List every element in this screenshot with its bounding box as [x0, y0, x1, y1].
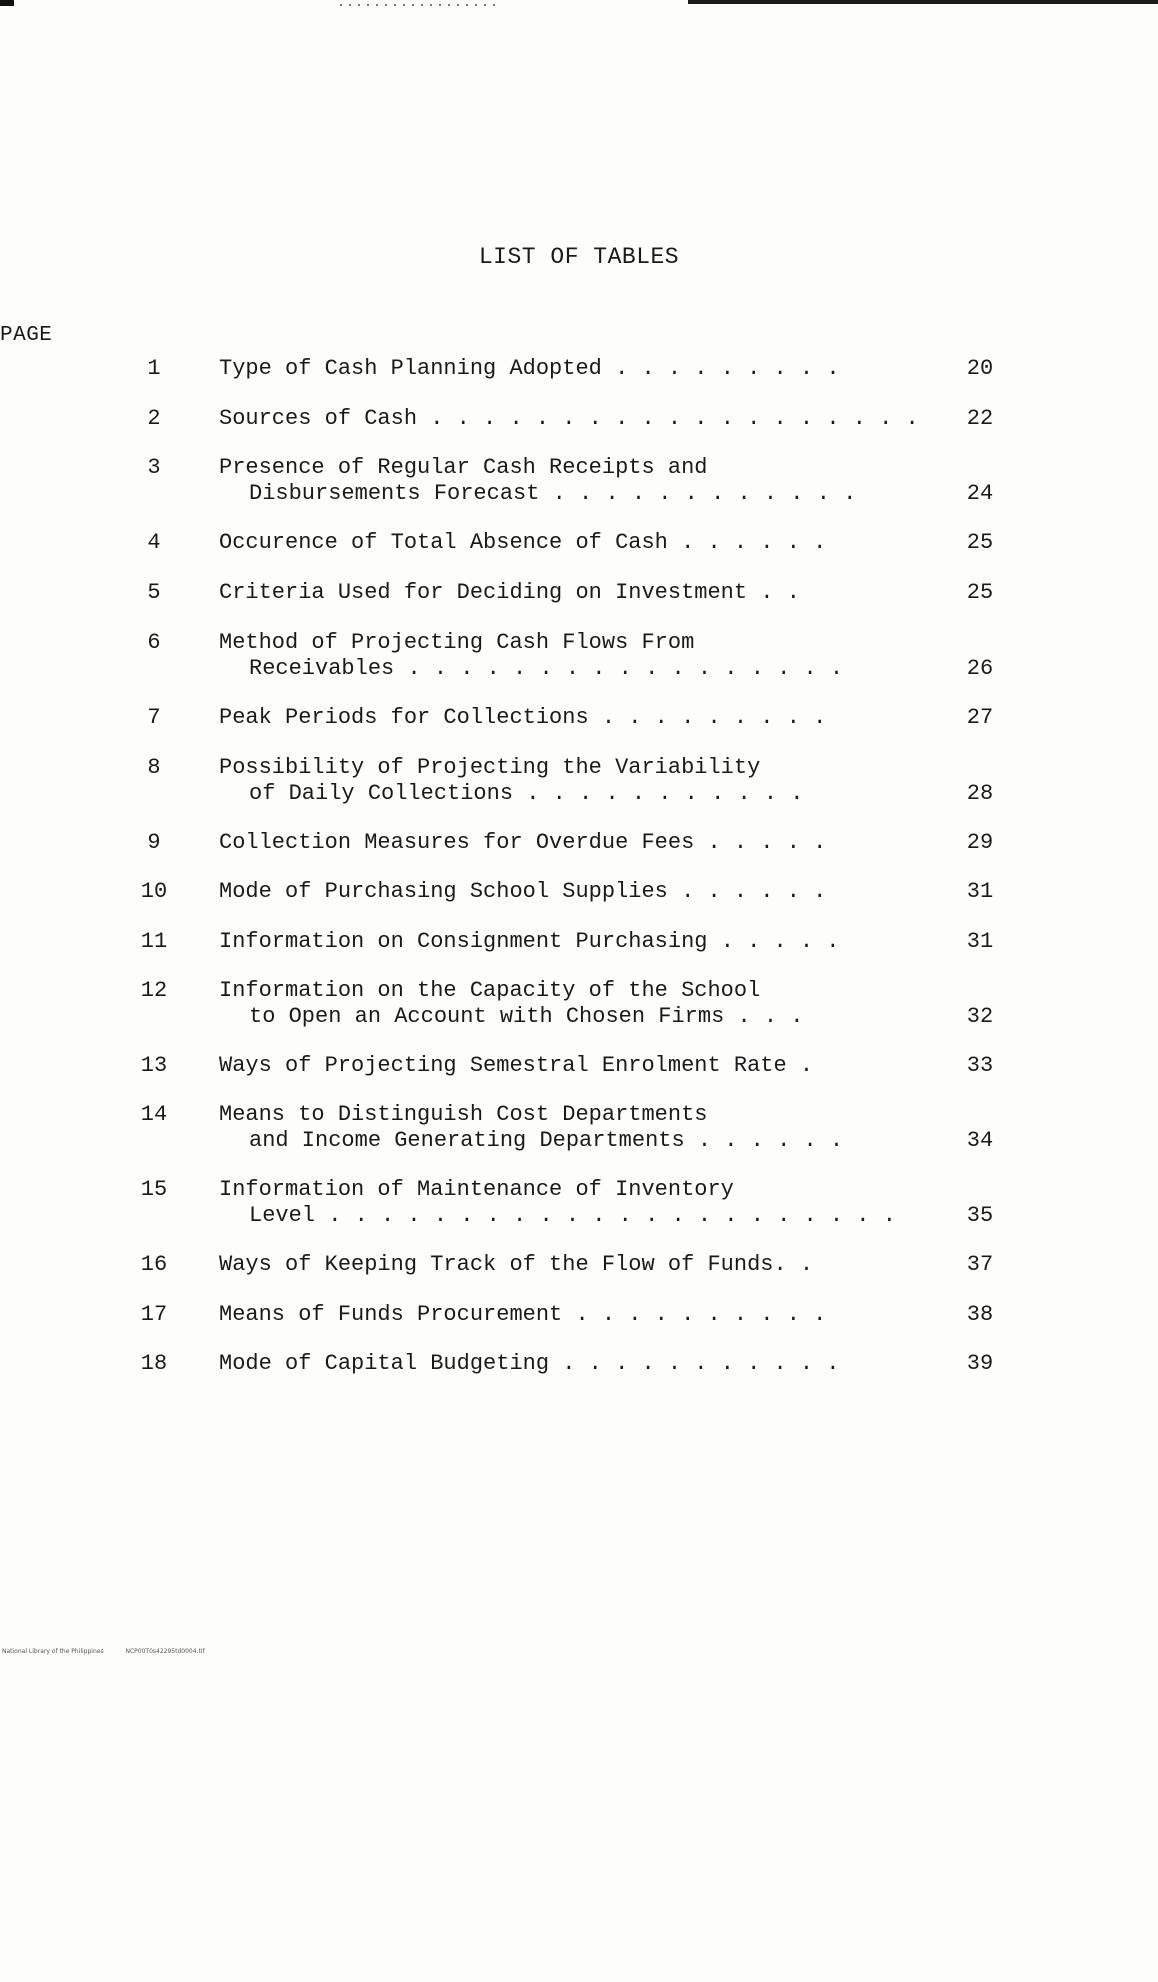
- leader-dots: . . . . . .: [681, 879, 827, 904]
- table-caption: [219, 455, 919, 507]
- leader-dots: . . . . . . . . . . .: [562, 1351, 840, 1376]
- caption-line: [219, 781, 919, 807]
- caption-line: [219, 705, 919, 731]
- table-caption: [219, 929, 919, 955]
- table-number: 11: [140, 929, 168, 954]
- caption-text: Information on Consignment Purchasing: [219, 929, 708, 954]
- table-caption: [219, 1302, 919, 1328]
- table-number: 1: [147, 356, 161, 381]
- caption-line: [219, 1128, 919, 1154]
- table-caption: [219, 530, 919, 556]
- caption-text: of Daily Collections: [249, 781, 514, 806]
- page-number: 29: [966, 830, 994, 855]
- table-caption: [219, 830, 919, 856]
- leader-dots: . .: [760, 580, 800, 605]
- table-number: 18: [140, 1351, 168, 1376]
- page-number: 31: [966, 929, 994, 954]
- leader-dots: . . . . .: [720, 929, 840, 954]
- caption-text: Occurence of Total Absence of Cash: [219, 530, 668, 555]
- table-caption: [219, 356, 919, 382]
- page-number: 32: [966, 1004, 994, 1029]
- caption-text: Ways of Projecting Semestral Enrolment Rate: [219, 1053, 787, 1078]
- table-number: 3: [147, 455, 161, 480]
- caption-line: [219, 879, 919, 905]
- table-number: 9: [147, 830, 161, 855]
- caption-text: Sources of Cash: [219, 406, 418, 431]
- caption-line: [219, 1252, 919, 1278]
- table-caption: [219, 1102, 919, 1154]
- caption-line: [219, 929, 919, 955]
- caption-line: [219, 1203, 919, 1229]
- caption-line: [219, 406, 919, 432]
- caption-line: [219, 580, 919, 606]
- table-number: 13: [140, 1053, 168, 1078]
- caption-line: [219, 1302, 919, 1328]
- leader-dots: . . .: [737, 1004, 804, 1029]
- leader-dots: . . . . .: [707, 830, 827, 855]
- caption-text: Presence of Regular Cash Receipts and: [219, 455, 708, 480]
- table-number: 5: [147, 580, 161, 605]
- caption-line: [219, 755, 919, 781]
- table-caption: [219, 630, 919, 682]
- scan-footer: [2, 1648, 225, 1655]
- caption-text: Peak Periods for Collections: [219, 705, 589, 730]
- table-number: 8: [147, 755, 161, 780]
- table-caption: [219, 1177, 919, 1229]
- table-caption: [219, 755, 919, 807]
- table-number: 17: [140, 1302, 168, 1327]
- table-caption: [219, 1351, 919, 1377]
- caption-text: Means to Distinguish Cost Departments: [219, 1102, 708, 1127]
- leader-dots: . . . . . .: [681, 530, 827, 555]
- caption-line: [219, 455, 919, 481]
- caption-line: [219, 356, 919, 382]
- page-number: 26: [966, 656, 994, 681]
- leader-dots: . . . . . . . . . . .: [526, 781, 804, 806]
- caption-text: and Income Generating Departments: [249, 1128, 685, 1153]
- caption-text: Mode of Purchasing School Supplies: [219, 879, 668, 904]
- leader-dots: . . . . . .: [697, 1128, 844, 1153]
- caption-line: [219, 1102, 919, 1128]
- table-caption: [219, 705, 919, 731]
- caption-text: Means of Funds Procurement: [219, 1302, 563, 1327]
- caption-text: Method of Projecting Cash Flows From: [219, 630, 695, 655]
- leader-dots: .: [799, 1252, 814, 1277]
- leader-dots: . . . . . . . . .: [601, 705, 827, 730]
- caption-text: Collection Measures for Overdue Fees: [219, 830, 695, 855]
- page-number: 31: [966, 879, 994, 904]
- page-number: 37: [966, 1252, 994, 1277]
- leader-dots: . . . . . . . . . . . . . . . . . . . . . .: [328, 1203, 896, 1228]
- leader-dots: .: [799, 1053, 814, 1078]
- caption-text: Possibility of Projecting the Variability: [219, 755, 761, 780]
- caption-line: [219, 1053, 919, 1079]
- table-number: 7: [147, 705, 161, 730]
- table-caption: [219, 879, 919, 905]
- caption-line: [219, 1177, 919, 1203]
- caption-text: to Open an Account with Chosen Firms: [249, 1004, 725, 1029]
- caption-line: [219, 830, 919, 856]
- table-number: 15: [140, 1177, 168, 1202]
- table-caption: [219, 1252, 919, 1278]
- column-header-page: PAGE: [0, 324, 1158, 1982]
- caption-text: Ways of Keeping Track of the Flow of Funds.: [219, 1252, 787, 1277]
- table-number: 14: [140, 1102, 168, 1127]
- caption-text: Mode of Capital Budgeting: [219, 1351, 550, 1376]
- caption-line: [219, 1004, 919, 1030]
- caption-line: [219, 530, 919, 556]
- caption-line: [219, 978, 919, 1004]
- page-number: 27: [966, 705, 994, 730]
- leader-dots: . . . . . . . . . . . . . . . . . . .: [430, 406, 919, 431]
- caption-text: Level: [249, 1203, 316, 1228]
- table-caption: [219, 406, 919, 432]
- caption-line: [219, 656, 919, 682]
- table-number: 12: [140, 978, 168, 1003]
- table-number: 10: [140, 879, 168, 904]
- table-caption: [219, 978, 919, 1030]
- caption-text: Criteria Used for Deciding on Investment: [219, 580, 748, 605]
- leader-dots: . . . . . . . . . . . . . . . . .: [407, 656, 844, 681]
- caption-line: [219, 1351, 919, 1377]
- footer-library: National Library of the Philippines: [2, 1648, 104, 1655]
- page-number: 33: [966, 1053, 994, 1078]
- caption-line: [219, 481, 919, 507]
- caption-text: Information of Maintenance of Inventory: [219, 1177, 734, 1202]
- caption-text: Type of Cash Planning Adopted: [219, 356, 602, 381]
- page-number: 25: [966, 580, 994, 605]
- page-number: 38: [966, 1302, 994, 1327]
- caption-text: Receivables: [249, 656, 395, 681]
- page-number: 34: [966, 1128, 994, 1153]
- leader-dots: . . . . . . . . . . . .: [552, 481, 857, 506]
- page-title: LIST OF TABLES: [478, 244, 680, 270]
- page-number: 39: [966, 1351, 994, 1376]
- page-number: 35: [966, 1203, 994, 1228]
- page-number: 25: [966, 530, 994, 555]
- caption-text: Disbursements Forecast: [249, 481, 540, 506]
- page-number: 24: [966, 481, 994, 506]
- leader-dots: . . . . . . . . . .: [575, 1302, 827, 1327]
- caption-text: Information on the Capacity of the School: [219, 978, 761, 1003]
- caption-line: [219, 630, 919, 656]
- table-number: 16: [140, 1252, 168, 1277]
- table-number: 2: [147, 406, 161, 431]
- leader-dots: . . . . . . . . .: [615, 356, 840, 381]
- table-number: 6: [147, 630, 161, 655]
- table-caption: [219, 580, 919, 606]
- page-number: 20: [966, 356, 994, 381]
- table-caption: [219, 1053, 919, 1079]
- page-number: 22: [966, 406, 994, 431]
- footer-code: NCP00T0s42295td0004.tif: [125, 1648, 205, 1655]
- table-number: 4: [147, 530, 161, 555]
- page-number: 28: [966, 781, 994, 806]
